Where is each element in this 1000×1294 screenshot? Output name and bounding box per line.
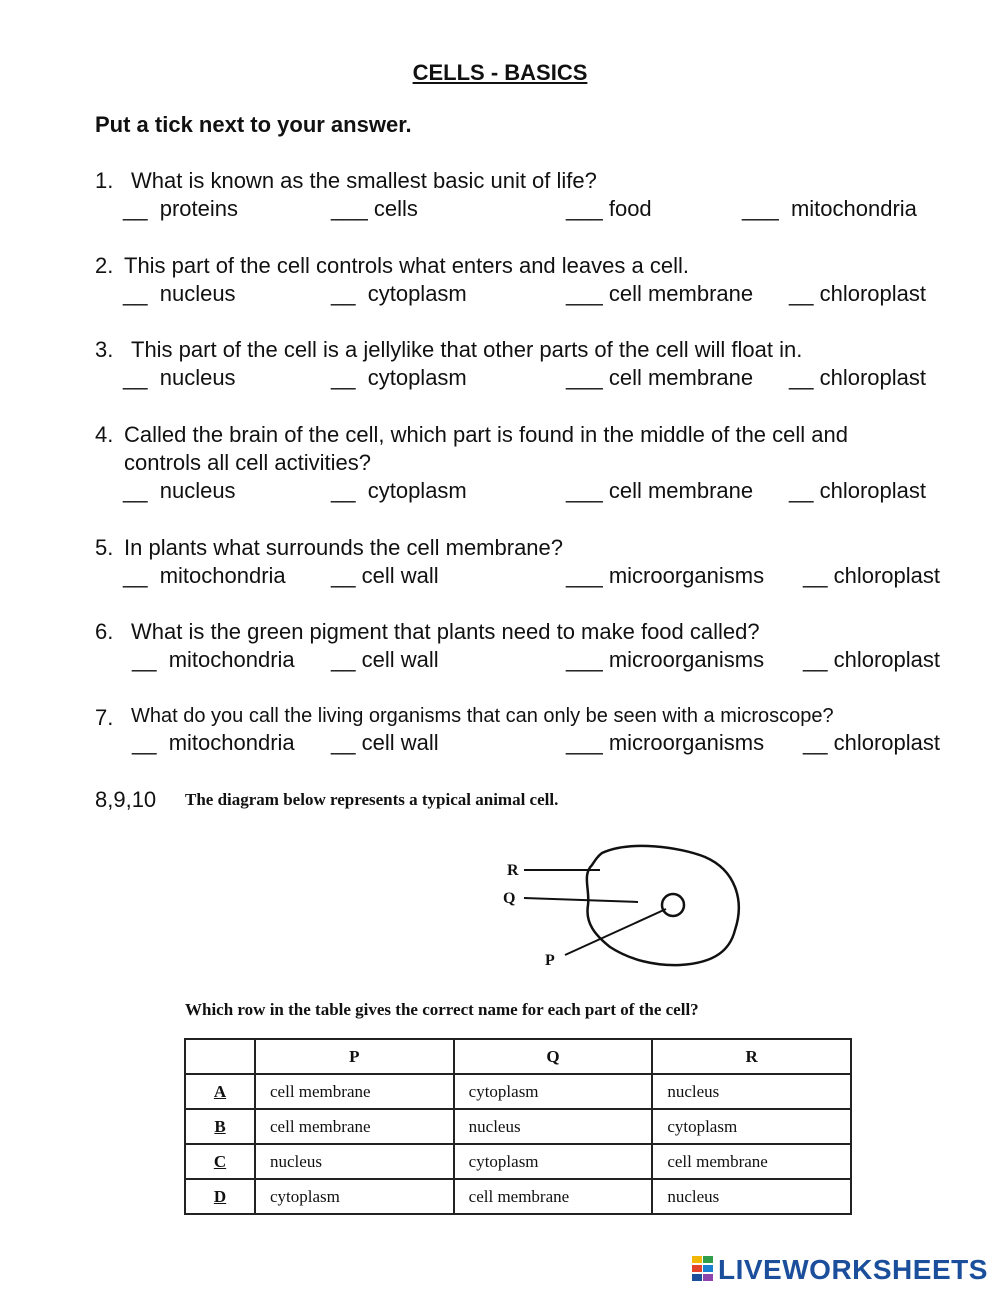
option-d[interactable]: __ chloroplast: [803, 563, 940, 588]
animal-cell-diagram: [490, 835, 760, 975]
option-c[interactable]: ___ microorganisms: [566, 563, 765, 588]
question-text: What do you call the living organisms that can only be seen with a microscope?: [131, 705, 834, 727]
answer-table: [184, 1038, 852, 1215]
option-c[interactable]: ___ microorganisms: [566, 730, 765, 755]
page-title: CELLS - BASICS: [412, 60, 588, 85]
option-b[interactable]: __ cytoplasm: [331, 281, 467, 306]
table-row[interactable]: [185, 1109, 851, 1144]
table-cell: cell membrane: [255, 1074, 454, 1109]
table-cell: cell membrane: [255, 1109, 454, 1144]
table-cell: cell membrane: [652, 1144, 851, 1179]
option-a[interactable]: __ proteins: [123, 196, 238, 221]
pointer-line-q: [524, 898, 638, 902]
label-q: Q: [503, 890, 516, 907]
row-key[interactable]: B: [185, 1109, 255, 1144]
table-cell: nucleus: [454, 1109, 653, 1144]
header-q: Q: [454, 1039, 653, 1074]
table-question: Which row in the table gives the correct name for each part of the cell?: [185, 1000, 699, 1019]
option-a[interactable]: __ mitochondria: [123, 563, 286, 588]
table-cell: cytoplasm: [454, 1144, 653, 1179]
liveworksheets-logo: [692, 1254, 988, 1286]
table-row[interactable]: [185, 1144, 851, 1179]
header-p: P: [255, 1039, 454, 1074]
option-b[interactable]: __ cytoplasm: [331, 365, 467, 390]
question-number: 8,9,10: [95, 787, 157, 812]
label-r: R: [507, 862, 519, 879]
question-number: 5.: [95, 535, 114, 560]
option-a[interactable]: __ nucleus: [123, 478, 236, 503]
option-d[interactable]: ___ mitochondria: [742, 196, 917, 221]
table-cell: cytoplasm: [652, 1109, 851, 1144]
option-a[interactable]: __ nucleus: [123, 281, 236, 306]
question-text-line2: controls all cell activities?: [124, 450, 371, 475]
question-number: 1.: [95, 168, 114, 193]
option-c[interactable]: ___ cell membrane: [566, 281, 754, 306]
question-number: 3.: [95, 337, 114, 362]
question-text: What is the green pigment that plants need to make food called?: [131, 619, 760, 644]
question-text: Called the brain of the cell, which part is found in the middle of the cell and: [124, 422, 848, 447]
option-d[interactable]: __ chloroplast: [803, 647, 940, 672]
question-number: 6.: [95, 619, 114, 644]
logo-text: LIVEWORKSHEETS: [718, 1254, 988, 1285]
option-c[interactable]: ___ cell membrane: [566, 478, 754, 503]
row-key[interactable]: D: [185, 1179, 255, 1214]
option-d[interactable]: __ chloroplast: [803, 730, 940, 755]
header-empty: [185, 1039, 255, 1074]
table-row[interactable]: [185, 1074, 851, 1109]
row-key[interactable]: A: [185, 1074, 255, 1109]
option-c[interactable]: ___ microorganisms: [566, 647, 765, 672]
option-b[interactable]: __ cell wall: [331, 563, 439, 588]
nucleus-circle: [662, 894, 684, 916]
table-header-row: [185, 1039, 851, 1074]
question-text: This part of the cell is a jellylike that other parts of the cell will float in.: [131, 337, 803, 362]
instruction: Put a tick next to your answer.: [95, 112, 412, 137]
question-text: What is known as the smallest basic unit of life?: [131, 168, 597, 193]
option-b[interactable]: __ cell wall: [331, 647, 439, 672]
option-a[interactable]: __ mitochondria: [132, 647, 295, 672]
header-r: R: [652, 1039, 851, 1074]
table-cell: cytoplasm: [454, 1074, 653, 1109]
option-d[interactable]: __ chloroplast: [789, 281, 926, 306]
option-b[interactable]: ___ cells: [331, 196, 418, 221]
table-cell: nucleus: [652, 1179, 851, 1214]
option-d[interactable]: __ chloroplast: [789, 365, 926, 390]
question-text: This part of the cell controls what enters and leaves a cell.: [124, 253, 689, 278]
option-a[interactable]: __ nucleus: [123, 365, 236, 390]
question-number: 7.: [95, 705, 114, 730]
pointer-line-p: [565, 909, 666, 955]
label-p: P: [545, 952, 555, 969]
diagram-caption: The diagram below represents a typical animal cell.: [185, 790, 559, 809]
table-cell: cytoplasm: [255, 1179, 454, 1214]
option-d[interactable]: __ chloroplast: [789, 478, 926, 503]
table-cell: nucleus: [652, 1074, 851, 1109]
table-row[interactable]: [185, 1179, 851, 1214]
question-number: 2.: [95, 253, 114, 278]
table-cell: nucleus: [255, 1144, 454, 1179]
question-text: In plants what surrounds the cell membrane?: [124, 535, 564, 560]
question-number: 4.: [95, 422, 114, 447]
option-a[interactable]: __ mitochondria: [132, 730, 295, 755]
liveworksheets-logo-icon: [692, 1256, 714, 1282]
option-c[interactable]: ___ cell membrane: [566, 365, 754, 390]
option-b[interactable]: __ cell wall: [331, 730, 439, 755]
table-cell: cell membrane: [454, 1179, 653, 1214]
row-key[interactable]: C: [185, 1144, 255, 1179]
option-c[interactable]: ___ food: [566, 196, 652, 221]
option-b[interactable]: __ cytoplasm: [331, 478, 467, 503]
